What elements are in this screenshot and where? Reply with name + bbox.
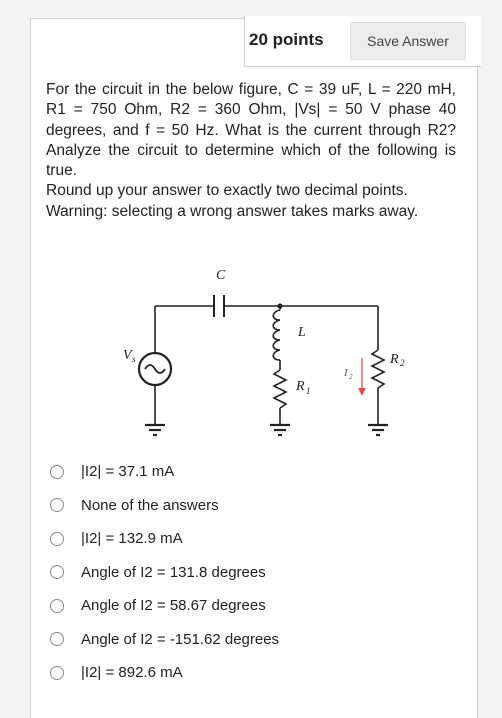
option-label: |I2| = 132.9 mA xyxy=(81,530,183,548)
inductor-label: L xyxy=(298,325,306,340)
option-label: None of the answers xyxy=(81,496,219,514)
points-label: 20 points xyxy=(249,30,324,49)
rounding-instruction: Round up your answer to exactly two decimal points. xyxy=(46,182,408,200)
answer-options xyxy=(50,455,279,690)
answer-option[interactable] xyxy=(50,589,279,623)
source-label-sub: s xyxy=(132,354,136,364)
option-label: |I2| = 892.6 mA xyxy=(81,664,183,682)
question-text xyxy=(46,80,456,222)
r1-label-sub: 1 xyxy=(306,386,311,396)
option-label: Angle of I2 = 131.8 degrees xyxy=(81,563,266,581)
circuit-diagram xyxy=(110,262,420,442)
answer-option[interactable] xyxy=(50,656,279,690)
capacitor-label: C xyxy=(216,268,226,283)
r2-label: R xyxy=(390,352,399,367)
radio-button[interactable] xyxy=(50,498,64,512)
option-label: Angle of I2 = 58.67 degrees xyxy=(81,597,266,615)
i2-label: I xyxy=(344,367,348,379)
radio-button[interactable] xyxy=(50,599,64,613)
warning-text: Warning: selecting a wrong answer takes marks away. xyxy=(46,202,419,220)
answer-option[interactable] xyxy=(50,556,279,590)
answer-option[interactable] xyxy=(50,489,279,523)
save-answer-button[interactable]: Save Answer xyxy=(350,22,466,60)
i2-label-sub: 2 xyxy=(349,373,353,381)
answer-option[interactable] xyxy=(50,623,279,657)
radio-button[interactable] xyxy=(50,465,64,479)
r1-label: R xyxy=(296,379,305,394)
radio-button[interactable] xyxy=(50,632,64,646)
r2-label-sub: 2 xyxy=(400,358,405,368)
radio-button[interactable] xyxy=(50,565,64,579)
answer-option[interactable] xyxy=(50,455,279,489)
radio-button[interactable] xyxy=(50,666,64,680)
answer-option[interactable] xyxy=(50,522,279,556)
question-body: For the circuit in the below figure, C = 39 uF, L = 220 mH, R1 = 750 Ohm, R2 = 360 Ohm, |Vs| = 50 V phase 40 degrees, and f = 50 Hz. What is the current through R2? Analyze the circuit to determine which of the following is true. xyxy=(46,81,456,180)
option-label: Angle of I2 = -151.62 degrees xyxy=(81,630,280,648)
radio-button[interactable] xyxy=(50,532,64,546)
option-label: |I2| = 37.1 mA xyxy=(81,463,175,481)
source-label: V xyxy=(123,348,132,363)
